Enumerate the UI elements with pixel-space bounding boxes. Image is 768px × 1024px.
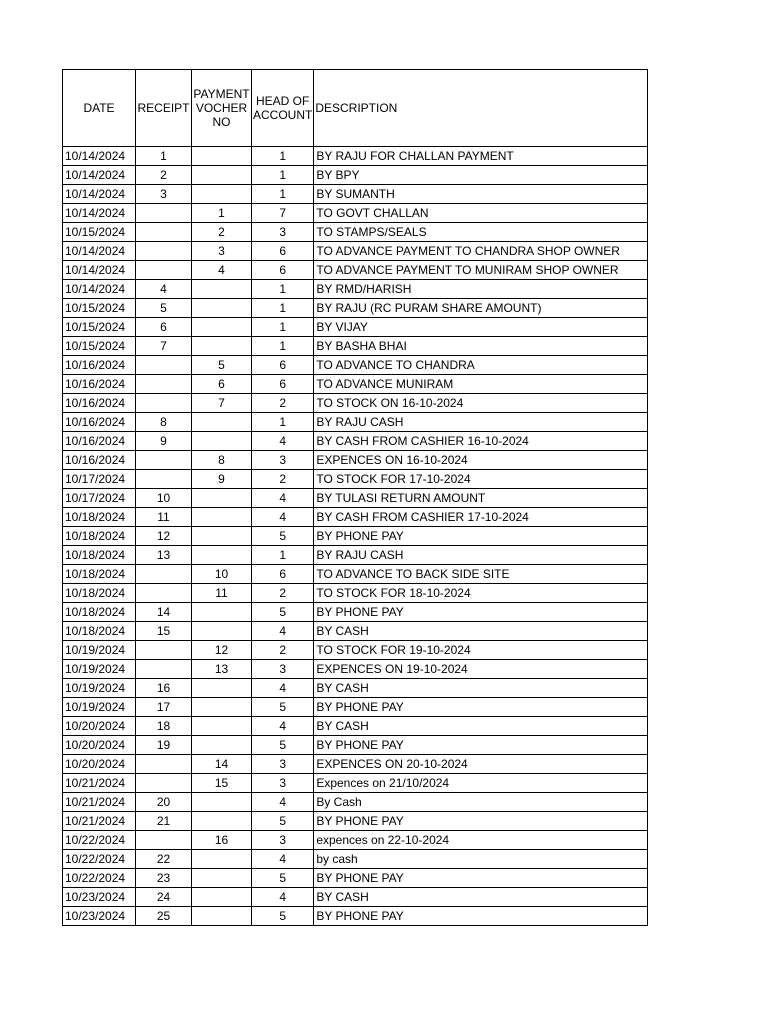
table-row (63, 527, 648, 546)
description-cell: BY CASH (314, 888, 648, 907)
receipt-cell (136, 375, 192, 394)
date-cell: 10/16/2024 (63, 375, 136, 394)
date-cell: 10/18/2024 (63, 584, 136, 603)
receipt-cell (136, 660, 192, 679)
receipt-cell (136, 584, 192, 603)
payment-voucher-cell (192, 318, 252, 337)
receipt-cell (136, 223, 192, 242)
head-of-account-cell: 4 (252, 679, 314, 698)
table-row (63, 508, 648, 527)
table-row (63, 432, 648, 451)
date-cell: 10/16/2024 (63, 413, 136, 432)
receipt-cell (136, 261, 192, 280)
ledger-table (62, 69, 648, 926)
description-cell: BY PHONE PAY (314, 907, 648, 926)
description-cell: BY PHONE PAY (314, 736, 648, 755)
receipt-cell: 24 (136, 888, 192, 907)
head-of-account-cell: 5 (252, 603, 314, 622)
date-cell: 10/22/2024 (63, 869, 136, 888)
date-cell: 10/14/2024 (63, 147, 136, 166)
description-cell: BY CASH FROM CASHIER 16-10-2024 (314, 432, 648, 451)
column-header-head-of-account: HEAD OF ACCOUNT (252, 70, 314, 147)
table-row (63, 622, 648, 641)
head-of-account-cell: 2 (252, 584, 314, 603)
receipt-cell: 5 (136, 299, 192, 318)
table-row (63, 584, 648, 603)
payment-voucher-cell: 10 (192, 565, 252, 584)
description-cell: BY CASH (314, 717, 648, 736)
ledger-body (63, 147, 648, 926)
table-row (63, 147, 648, 166)
table-row (63, 394, 648, 413)
head-of-account-cell: 1 (252, 337, 314, 356)
head-of-account-cell: 4 (252, 888, 314, 907)
description-cell: By Cash (314, 793, 648, 812)
date-cell: 10/21/2024 (63, 793, 136, 812)
receipt-cell: 21 (136, 812, 192, 831)
date-cell: 10/18/2024 (63, 603, 136, 622)
head-of-account-cell: 7 (252, 204, 314, 223)
head-of-account-cell: 1 (252, 185, 314, 204)
payment-voucher-cell (192, 413, 252, 432)
date-cell: 10/14/2024 (63, 166, 136, 185)
payment-voucher-cell: 3 (192, 242, 252, 261)
table-row (63, 812, 648, 831)
head-of-account-cell: 1 (252, 166, 314, 185)
head-of-account-cell: 3 (252, 774, 314, 793)
date-cell: 10/14/2024 (63, 242, 136, 261)
payment-voucher-cell: 5 (192, 356, 252, 375)
payment-voucher-cell (192, 147, 252, 166)
table-row (63, 318, 648, 337)
description-cell: BY PHONE PAY (314, 603, 648, 622)
column-header-description: DESCRIPTION (314, 70, 648, 147)
date-cell: 10/16/2024 (63, 394, 136, 413)
description-cell: TO STOCK FOR 18-10-2024 (314, 584, 648, 603)
description-cell: BY CASH (314, 622, 648, 641)
date-cell: 10/19/2024 (63, 641, 136, 660)
table-row (63, 242, 648, 261)
date-cell: 10/15/2024 (63, 337, 136, 356)
description-cell: Expences on 21/10/2024 (314, 774, 648, 793)
payment-voucher-cell (192, 679, 252, 698)
receipt-cell (136, 470, 192, 489)
receipt-cell (136, 641, 192, 660)
head-of-account-cell: 1 (252, 299, 314, 318)
date-cell: 10/19/2024 (63, 679, 136, 698)
description-cell: TO GOVT CHALLAN (314, 204, 648, 223)
date-cell: 10/23/2024 (63, 888, 136, 907)
receipt-cell: 6 (136, 318, 192, 337)
receipt-cell (136, 831, 192, 850)
header-row (63, 70, 648, 147)
date-cell: 10/18/2024 (63, 508, 136, 527)
description-cell: BY RMD/HARISH (314, 280, 648, 299)
receipt-cell: 1 (136, 147, 192, 166)
date-cell: 10/20/2024 (63, 736, 136, 755)
table-row (63, 280, 648, 299)
payment-voucher-cell (192, 698, 252, 717)
table-row (63, 470, 648, 489)
payment-voucher-cell (192, 812, 252, 831)
date-cell: 10/22/2024 (63, 850, 136, 869)
payment-voucher-cell: 16 (192, 831, 252, 850)
description-cell: BY RAJU CASH (314, 413, 648, 432)
description-cell: BY TULASI RETURN AMOUNT (314, 489, 648, 508)
table-row (63, 413, 648, 432)
head-of-account-cell: 1 (252, 318, 314, 337)
payment-voucher-cell (192, 489, 252, 508)
description-cell: BY BASHA BHAI (314, 337, 648, 356)
table-row (63, 736, 648, 755)
date-cell: 10/14/2024 (63, 204, 136, 223)
description-cell: BY VIJAY (314, 318, 648, 337)
payment-voucher-cell: 2 (192, 223, 252, 242)
receipt-cell: 25 (136, 907, 192, 926)
table-row (63, 717, 648, 736)
date-cell: 10/18/2024 (63, 565, 136, 584)
payment-voucher-cell (192, 907, 252, 926)
table-row (63, 774, 648, 793)
payment-voucher-cell: 6 (192, 375, 252, 394)
head-of-account-cell: 1 (252, 280, 314, 299)
payment-voucher-cell (192, 622, 252, 641)
table-row (63, 698, 648, 717)
receipt-cell: 2 (136, 166, 192, 185)
receipt-cell: 16 (136, 679, 192, 698)
table-row (63, 641, 648, 660)
payment-voucher-cell (192, 166, 252, 185)
table-row (63, 660, 648, 679)
description-cell: TO ADVANCE TO BACK SIDE SITE (314, 565, 648, 584)
table-row (63, 223, 648, 242)
table-row (63, 204, 648, 223)
date-cell: 10/18/2024 (63, 527, 136, 546)
receipt-cell: 10 (136, 489, 192, 508)
head-of-account-cell: 3 (252, 755, 314, 774)
description-cell: by cash (314, 850, 648, 869)
receipt-cell: 22 (136, 850, 192, 869)
description-cell: EXPENCES ON 20-10-2024 (314, 755, 648, 774)
description-cell: BY SUMANTH (314, 185, 648, 204)
table-row (63, 451, 648, 470)
head-of-account-cell: 1 (252, 546, 314, 565)
receipt-cell: 4 (136, 280, 192, 299)
payment-voucher-cell (192, 508, 252, 527)
date-cell: 10/17/2024 (63, 470, 136, 489)
payment-voucher-cell: 12 (192, 641, 252, 660)
receipt-cell (136, 242, 192, 261)
table-row (63, 907, 648, 926)
description-cell: BY CASH FROM CASHIER 17-10-2024 (314, 508, 648, 527)
date-cell: 10/16/2024 (63, 356, 136, 375)
date-cell: 10/18/2024 (63, 622, 136, 641)
receipt-cell (136, 204, 192, 223)
payment-voucher-cell: 11 (192, 584, 252, 603)
head-of-account-cell: 5 (252, 527, 314, 546)
table-row (63, 261, 648, 280)
payment-voucher-cell: 14 (192, 755, 252, 774)
table-row (63, 679, 648, 698)
description-cell: TO ADVANCE PAYMENT TO MUNIRAM SHOP OWNER (314, 261, 648, 280)
payment-voucher-cell: 9 (192, 470, 252, 489)
description-cell: TO ADVANCE MUNIRAM (314, 375, 648, 394)
receipt-cell: 8 (136, 413, 192, 432)
head-of-account-cell: 4 (252, 489, 314, 508)
receipt-cell (136, 565, 192, 584)
payment-voucher-cell (192, 432, 252, 451)
date-cell: 10/20/2024 (63, 755, 136, 774)
table-row (63, 565, 648, 584)
receipt-cell: 9 (136, 432, 192, 451)
receipt-cell: 11 (136, 508, 192, 527)
column-header-receipt: RECEIPT (136, 70, 192, 147)
date-cell: 10/21/2024 (63, 812, 136, 831)
receipt-cell: 15 (136, 622, 192, 641)
head-of-account-cell: 4 (252, 717, 314, 736)
date-cell: 10/15/2024 (63, 299, 136, 318)
head-of-account-cell: 4 (252, 432, 314, 451)
date-cell: 10/16/2024 (63, 451, 136, 470)
head-of-account-cell: 4 (252, 793, 314, 812)
column-header-date: DATE (63, 70, 136, 147)
description-cell: TO ADVANCE PAYMENT TO CHANDRA SHOP OWNER (314, 242, 648, 261)
description-cell: EXPENCES ON 19-10-2024 (314, 660, 648, 679)
head-of-account-cell: 6 (252, 356, 314, 375)
receipt-cell (136, 451, 192, 470)
table-row (63, 603, 648, 622)
head-of-account-cell: 3 (252, 223, 314, 242)
description-cell: EXPENCES ON 16-10-2024 (314, 451, 648, 470)
head-of-account-cell: 3 (252, 831, 314, 850)
date-cell: 10/14/2024 (63, 261, 136, 280)
receipt-cell: 3 (136, 185, 192, 204)
table-row (63, 337, 648, 356)
receipt-cell: 23 (136, 869, 192, 888)
payment-voucher-cell (192, 603, 252, 622)
head-of-account-cell: 5 (252, 698, 314, 717)
head-of-account-cell: 4 (252, 508, 314, 527)
payment-voucher-cell: 1 (192, 204, 252, 223)
date-cell: 10/15/2024 (63, 318, 136, 337)
table-row (63, 166, 648, 185)
head-of-account-cell: 5 (252, 736, 314, 755)
description-cell: TO STAMPS/SEALS (314, 223, 648, 242)
head-of-account-cell: 6 (252, 242, 314, 261)
payment-voucher-cell: 8 (192, 451, 252, 470)
head-of-account-cell: 3 (252, 660, 314, 679)
table-row (63, 831, 648, 850)
description-cell: BY RAJU FOR CHALLAN PAYMENT (314, 147, 648, 166)
receipt-cell: 18 (136, 717, 192, 736)
head-of-account-cell: 5 (252, 907, 314, 926)
table-row (63, 546, 648, 565)
table-row (63, 888, 648, 907)
head-of-account-cell: 6 (252, 565, 314, 584)
table-row (63, 185, 648, 204)
payment-voucher-cell (192, 280, 252, 299)
description-cell: BY PHONE PAY (314, 869, 648, 888)
head-of-account-cell: 2 (252, 470, 314, 489)
description-cell: expences on 22-10-2024 (314, 831, 648, 850)
receipt-cell: 12 (136, 527, 192, 546)
table-row (63, 755, 648, 774)
description-cell: BY PHONE PAY (314, 698, 648, 717)
payment-voucher-cell (192, 527, 252, 546)
payment-voucher-cell (192, 888, 252, 907)
table-row (63, 793, 648, 812)
description-cell: BY PHONE PAY (314, 812, 648, 831)
payment-voucher-cell (192, 850, 252, 869)
description-cell: BY RAJU CASH (314, 546, 648, 565)
date-cell: 10/14/2024 (63, 185, 136, 204)
payment-voucher-cell (192, 736, 252, 755)
receipt-cell (136, 755, 192, 774)
receipt-cell: 14 (136, 603, 192, 622)
receipt-cell: 19 (136, 736, 192, 755)
receipt-cell (136, 774, 192, 793)
description-cell: BY RAJU (RC PURAM SHARE AMOUNT) (314, 299, 648, 318)
payment-voucher-cell: 13 (192, 660, 252, 679)
payment-voucher-cell: 4 (192, 261, 252, 280)
head-of-account-cell: 1 (252, 147, 314, 166)
description-cell: TO STOCK FOR 17-10-2024 (314, 470, 648, 489)
receipt-cell (136, 356, 192, 375)
table-row (63, 489, 648, 508)
head-of-account-cell: 5 (252, 869, 314, 888)
date-cell: 10/19/2024 (63, 660, 136, 679)
head-of-account-cell: 4 (252, 850, 314, 869)
description-cell: BY CASH (314, 679, 648, 698)
head-of-account-cell: 6 (252, 375, 314, 394)
payment-voucher-cell (192, 337, 252, 356)
date-cell: 10/23/2024 (63, 907, 136, 926)
payment-voucher-cell (192, 793, 252, 812)
receipt-cell: 17 (136, 698, 192, 717)
head-of-account-cell: 2 (252, 394, 314, 413)
receipt-cell: 13 (136, 546, 192, 565)
date-cell: 10/20/2024 (63, 717, 136, 736)
head-of-account-cell: 4 (252, 622, 314, 641)
description-cell: TO ADVANCE TO CHANDRA (314, 356, 648, 375)
payment-voucher-cell: 15 (192, 774, 252, 793)
head-of-account-cell: 3 (252, 451, 314, 470)
table-row (63, 850, 648, 869)
date-cell: 10/19/2024 (63, 698, 136, 717)
description-cell: BY BPY (314, 166, 648, 185)
payment-voucher-cell (192, 717, 252, 736)
date-cell: 10/18/2024 (63, 546, 136, 565)
date-cell: 10/15/2024 (63, 223, 136, 242)
head-of-account-cell: 6 (252, 261, 314, 280)
head-of-account-cell: 1 (252, 413, 314, 432)
payment-voucher-cell (192, 869, 252, 888)
payment-voucher-cell (192, 299, 252, 318)
date-cell: 10/22/2024 (63, 831, 136, 850)
date-cell: 10/21/2024 (63, 774, 136, 793)
date-cell: 10/14/2024 (63, 280, 136, 299)
date-cell: 10/16/2024 (63, 432, 136, 451)
table-row (63, 299, 648, 318)
date-cell: 10/17/2024 (63, 489, 136, 508)
description-cell: TO STOCK ON 16-10-2024 (314, 394, 648, 413)
column-header-payment-voucher-no: PAYMENT VOCHER NO (192, 70, 252, 147)
receipt-cell: 7 (136, 337, 192, 356)
payment-voucher-cell (192, 185, 252, 204)
receipt-cell: 20 (136, 793, 192, 812)
receipt-cell (136, 394, 192, 413)
table-row (63, 356, 648, 375)
head-of-account-cell: 5 (252, 812, 314, 831)
table-row (63, 375, 648, 394)
table-row (63, 869, 648, 888)
payment-voucher-cell (192, 546, 252, 565)
description-cell: TO STOCK FOR 19-10-2024 (314, 641, 648, 660)
payment-voucher-cell: 7 (192, 394, 252, 413)
description-cell: BY PHONE PAY (314, 527, 648, 546)
head-of-account-cell: 2 (252, 641, 314, 660)
